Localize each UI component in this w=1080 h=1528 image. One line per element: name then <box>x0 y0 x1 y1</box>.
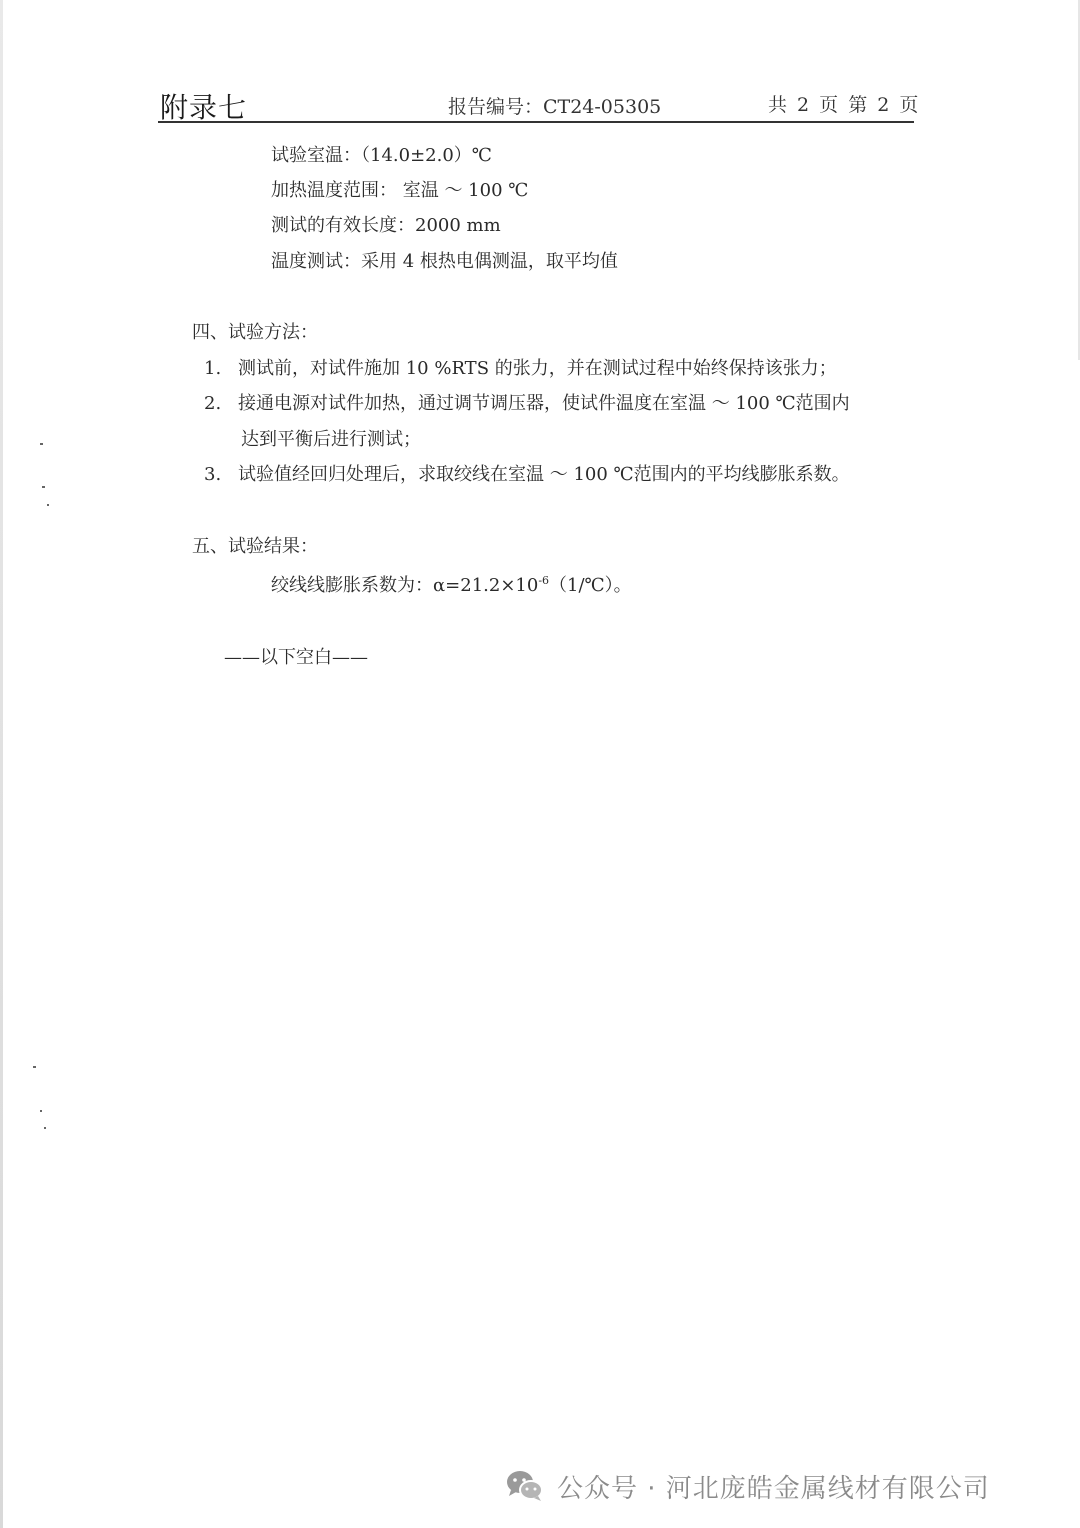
method-item-num: 1. <box>204 358 222 379</box>
appendix-label: 附录七 <box>160 91 248 124</box>
scan-speck <box>40 1110 42 1112</box>
method-item-text: 测试前，对试件施加 10 %RTS 的张力，并在测试过程中始终保持该张力； <box>238 358 837 379</box>
scan-speck <box>44 1127 46 1129</box>
condition-effective-length: 测试的有效长度：2000 mm <box>271 215 501 236</box>
method-item-text: 接通电源对试件加热，通过调节调压器，使试件温度在室温 ～ 100 ℃范围内 <box>238 393 850 414</box>
result-heading: 五、试验结果： <box>192 536 318 557</box>
scan-speck <box>42 486 45 488</box>
method-item-text: 试验值经回归处理后，求取绞线在室温 ～ 100 ℃范围内的平均线膨胀系数。 <box>238 464 850 485</box>
scan-speck <box>47 504 49 506</box>
condition-temp-measure: 温度测试：采用 4 根热电偶测温，取平均值 <box>271 251 618 272</box>
watermark <box>505 1466 990 1506</box>
wechat-icon <box>505 1468 545 1504</box>
condition-heating-range: 加热温度范围： 室温 ～ 100 ℃ <box>271 180 529 201</box>
page-count: 共 2 页 第 2 页 <box>768 94 921 116</box>
report-number: 报告编号：CT24-05305 <box>448 96 662 118</box>
watermark-text: 公众号 · 河北庞皓金属线材有限公司 <box>557 1473 990 1504</box>
method-item-num: 2. <box>204 393 222 414</box>
blank-note: ——以下空白—— <box>224 647 368 668</box>
scan-speck <box>40 443 43 445</box>
result-value <box>271 569 632 598</box>
method-item-num: 3. <box>204 464 222 485</box>
header-rule <box>158 121 914 123</box>
result-prefix: 绞线线膨胀系数为：α=21.2×10 <box>271 575 539 596</box>
scan-edge-left <box>0 0 3 1528</box>
result-suffix: （1/℃）。 <box>549 575 632 596</box>
scan-speck <box>33 1066 36 1068</box>
method-heading: 四、试验方法： <box>192 322 318 343</box>
condition-room-temp: 试验室温：（14.0±2.0）℃ <box>271 145 492 166</box>
result-exponent: -6 <box>538 574 550 587</box>
method-item-text: 达到平衡后进行测试； <box>241 429 421 450</box>
